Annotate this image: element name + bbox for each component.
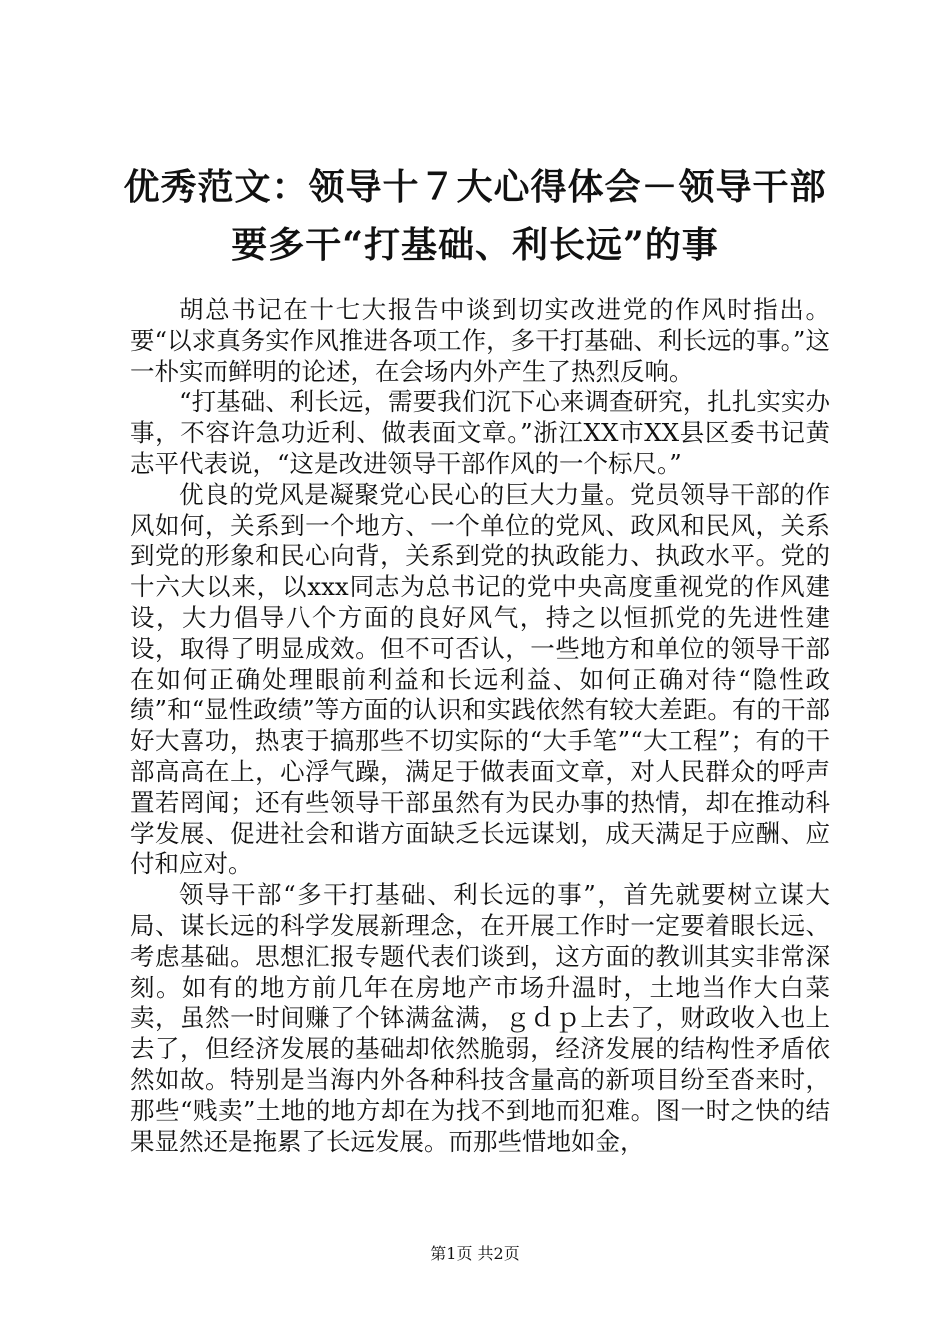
paragraph-2: “打基础、利长远，需要我们沉下心来调查研究，扎扎实实办事，不容许急功近利、做表面文章。”浙江XX市XX县区委书记黄志平代表说，“这是改进领导干部作风的一个标尺。” (130, 387, 830, 478)
document-title: 优秀范文：领导十７大心得体会－领导干部要多干“打基础、利长远”的事 (123, 166, 827, 266)
document-body (130, 295, 830, 1157)
paragraph-3: 优良的党风是凝聚党心民心的巨大力量。党员领导干部的作风如何，关系到一个地方、一个单位的党风、政风和民风，关系到党的形象和民心向背，关系到党的执政能力、执政水平。党的十六大以来，以xxx同志为总书记的党中央高度重视党的作风建设，大力倡导八个方面的良好风气，持之以恒抓党的先进性建设，取得了明显成效。但不可否认，一些地方和单位的领导干部在如何正确处理眼前利益和长远利益、如何正确对待“隐性政绩”和“显性政绩”等方面的认识和实践依然有较大差距。有的干部好大喜功，热衷于搞那些不切实际的“大手笔”“大工程”；有的干部高高在上，心浮气躁，满足于做表面文章，对人民群众的呼声置若罔闻；还有些领导干部虽然有为民办事的热情，却在推动科学发展、促进社会和谐方面缺乏长远谋划，成天满足于应酬、应付和应对。 (130, 479, 830, 879)
paragraph-1: 胡总书记在十七大报告中谈到切实改进党的作风时指出。要“以求真务实作风推进各项工作，多干打基础、利长远的事。”这一朴实而鲜明的论述，在会场内外产生了热烈反响。 (130, 295, 830, 386)
paragraph-4: 领导干部“多干打基础、利长远的事”，首先就要树立谋大局、谋长远的科学发展新理念，在开展工作时一定要着眼长远、考虑基础。思想汇报专题代表们谈到，这方面的教训其实非常深刻。如有的地方前几年在房地产市场升温时，土地当作大白菜卖，虽然一时间赚了个钵满盆满，ｇｄｐ上去了，财政收入也上去了，但经济发展的基础却依然脆弱，经济发展的结构性矛盾依然如故。特别是当海内外各种科技含量高的新项目纷至沓来时，那些“贱卖”土地的地方却在为找不到地而犯难。图一时之快的结果显然还是拖累了长远发展。而那些惜地如金， (130, 880, 830, 1156)
page-number-footer: 第1页 共2页 (430, 1244, 520, 1263)
